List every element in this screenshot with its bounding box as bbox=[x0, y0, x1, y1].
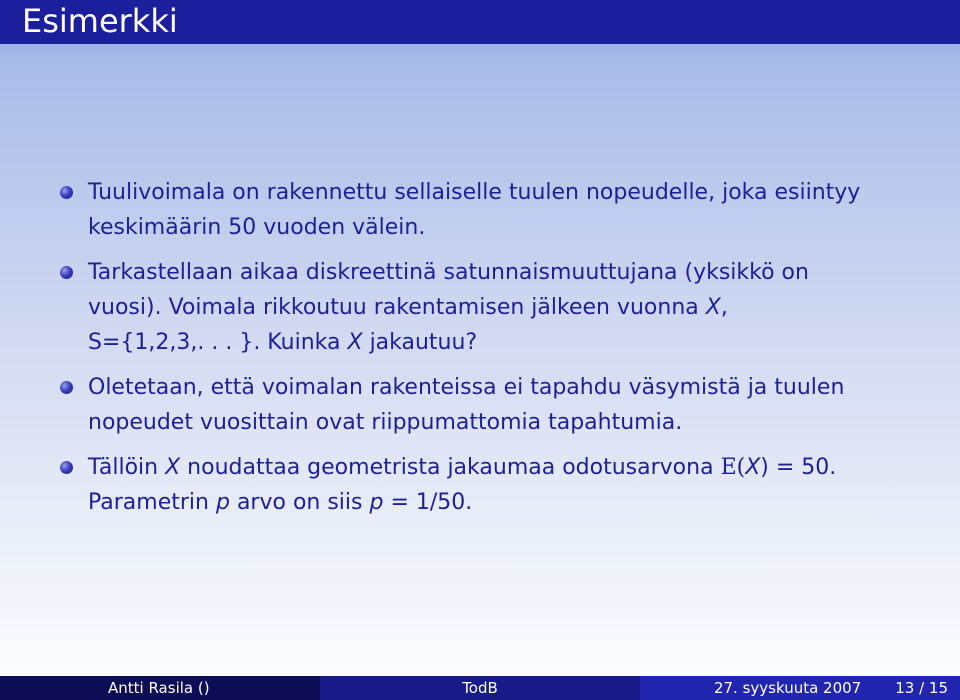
list-item bbox=[58, 175, 938, 245]
item-line: Parametrin p arvo on siis p = 1/50. bbox=[88, 490, 473, 515]
bullet-icon bbox=[60, 266, 73, 279]
math-var-x: X bbox=[705, 295, 721, 320]
item-line: nopeudet vuosittain ovat riippumattomia tapahtumia. bbox=[88, 410, 683, 435]
math-var-x: X bbox=[745, 455, 761, 480]
footer-title: TodB bbox=[320, 676, 640, 700]
expectation-operator: E( bbox=[720, 455, 746, 480]
page-number: 13 / 15 bbox=[895, 679, 948, 697]
bullet-list bbox=[58, 175, 938, 530]
slide-title: Esimerkki bbox=[22, 2, 178, 40]
footer-author: Antti Rasila () bbox=[0, 676, 320, 700]
list-item bbox=[58, 370, 938, 440]
item-line: keskimäärin 50 vuoden välein. bbox=[88, 215, 426, 240]
list-item bbox=[58, 450, 938, 520]
item-line: S={1,2,3,. . . }. Kuinka X jakautuu? bbox=[88, 330, 478, 355]
bullet-icon bbox=[60, 186, 73, 199]
footer-meta bbox=[640, 676, 960, 700]
item-line: Tuulivoimala on rakennettu sellaiselle tuulen nopeudelle, joka esiintyy bbox=[88, 180, 861, 205]
footer-date: 27. syyskuuta 2007 bbox=[713, 679, 862, 697]
list-item bbox=[58, 255, 938, 360]
item-line: vuosi). Voimala rikkoutuu rakentamisen jälkeen vuonna X, bbox=[88, 295, 728, 320]
math-var-p: p bbox=[215, 490, 230, 515]
title-bar bbox=[0, 0, 960, 44]
math-var-x: X bbox=[347, 330, 363, 355]
bullet-icon bbox=[60, 381, 73, 394]
math-var-p: p bbox=[369, 490, 384, 515]
item-line: Oletetaan, että voimalan rakenteissa ei tapahdu väsymistä ja tuulen bbox=[88, 375, 845, 400]
bullet-icon bbox=[60, 461, 73, 474]
math-var-x: X bbox=[165, 455, 181, 480]
footer-bar bbox=[0, 676, 960, 700]
item-line: Tällöin X noudattaa geometrista jakaumaa odotusarvona E(X) = 50. bbox=[88, 455, 837, 480]
item-line: Tarkastellaan aikaa diskreettinä satunnaismuuttujana (yksikkö on bbox=[88, 260, 809, 285]
